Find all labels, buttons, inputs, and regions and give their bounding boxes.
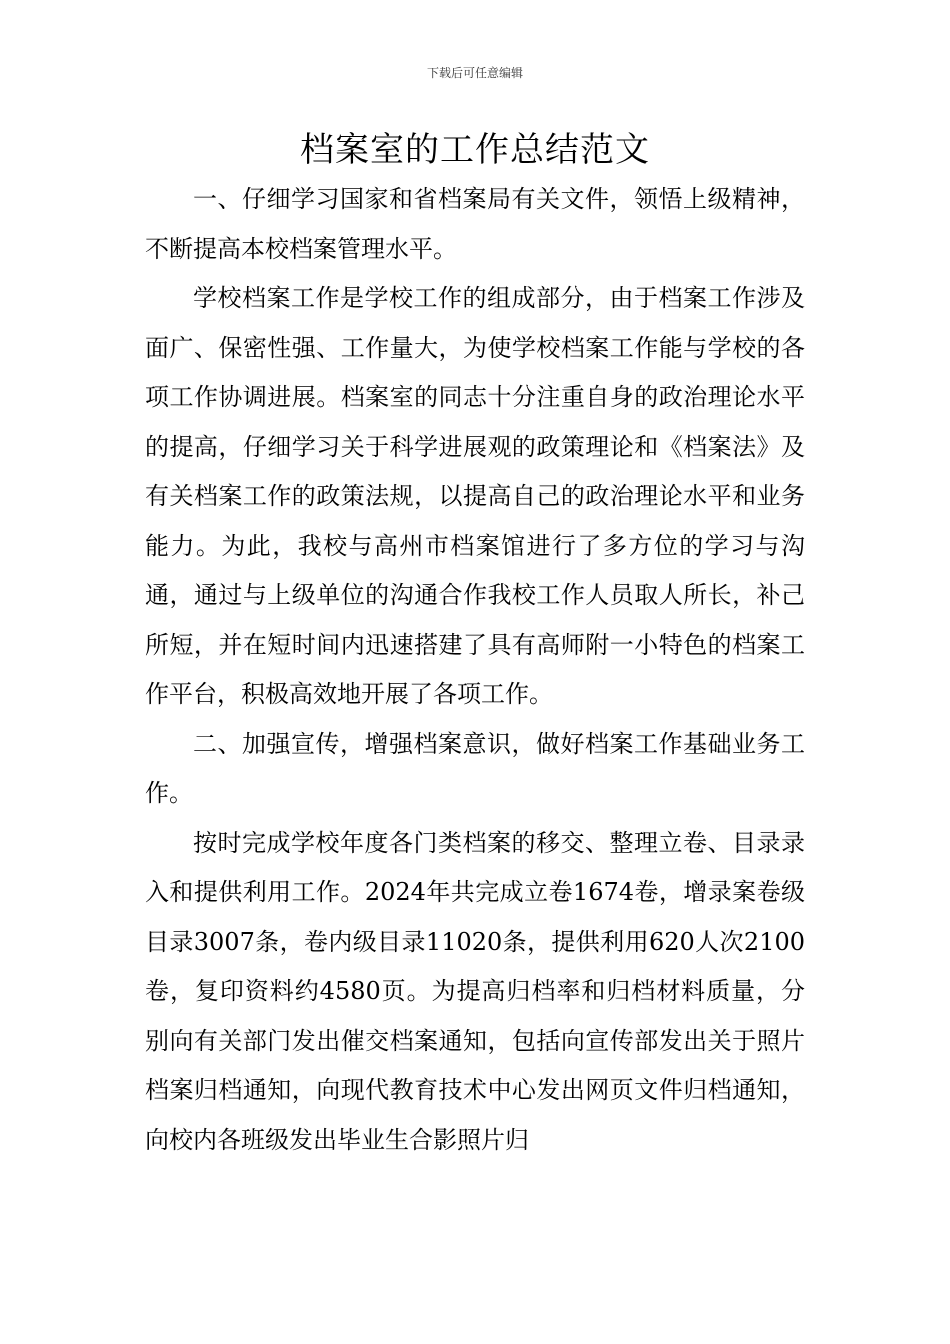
paragraph-3: 二、加强宣传，增强档案意识，做好档案工作基础业务工作。	[145, 729, 805, 807]
document-title: 档案室的工作总结范文	[300, 130, 650, 170]
document-body	[145, 175, 805, 1165]
paragraph-4: 按时完成学校年度各门类档案的移交、整理立卷、目录录入和提供利用工作。2024年共完成立卷1674卷，增录案卷级目录3007条，卷内级目录11020条，提供利用620人次2100卷，复印资料约4580页。为提高归档率和归档材料质量，分别向有关部门发出催交档案通知，包括向宣传部发出关于照片档案归档通知，向现代教育技术中心发出网页文件归档通知，向校内各班级发出毕业生合影照片归	[145, 828, 805, 1154]
header-note: 下载后可任意编辑	[426, 66, 523, 80]
paragraph-2: 学校档案工作是学校工作的组成部分，由于档案工作涉及面广、保密性强、工作量大，为使学校档案工作能与学校的各项工作协调进展。档案室的同志十分注重自身的政治理论水平的提高，仔细学习关于科学进展观的政策理论和《档案法》及有关档案工作的政策法规，以提高自己的政治理论水平和业务能力。为此，我校与高州市档案馆进行了多方位的学习与沟通，通过与上级单位的沟通合作我校工作人员取人所长，补己所短，并在短时间内迅速搭建了具有高师附一小特色的档案工作平台，积极高效地开展了各项工作。	[145, 284, 805, 708]
paragraph-1: 一、仔细学习国家和省档案局有关文件，领悟上级精神，不断提高本校档案管理水平。	[145, 185, 805, 263]
